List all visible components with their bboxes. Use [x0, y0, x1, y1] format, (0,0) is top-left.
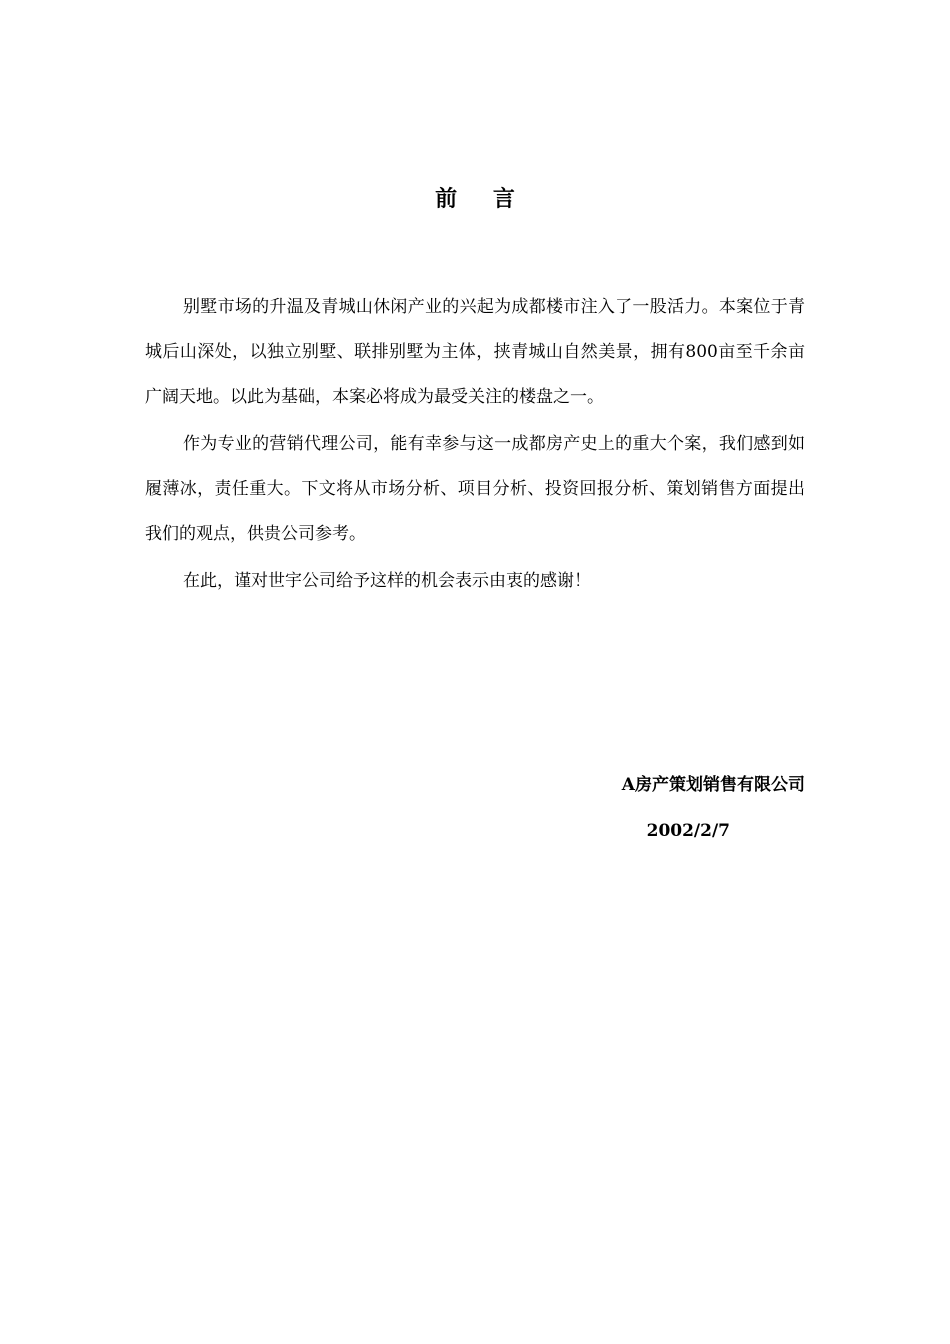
document-body [145, 285, 805, 606]
signature-date: 2002/2/7 [646, 821, 730, 841]
signature-company: A房产策划销售有限公司 [621, 775, 805, 795]
paragraph-company-role: 作为专业的营销代理公司，能有幸参与这一成都房产史上的重大个案，我们感到如履薄冰，责任重大。下文将从市场分析、项目分析、投资回报分析、策划销售方面提出我们的观点，供贵公司参考。 [145, 434, 805, 544]
page-title: 前 言 [435, 186, 529, 212]
paragraph-thanks: 在此，谨对世宇公司给予这样的机会表示由衷的感谢！ [183, 571, 591, 591]
paragraph-intro: 别墅市场的升温及青城山休闲产业的兴起为成都楼市注入了一股活力。本案位于青城后山深处，以独立别墅、联排别墅为主体，挟青城山自然美景，拥有800亩至千余亩广阔天地。以此为基础，本案必将成为最受关注的楼盘之一。 [145, 297, 805, 407]
